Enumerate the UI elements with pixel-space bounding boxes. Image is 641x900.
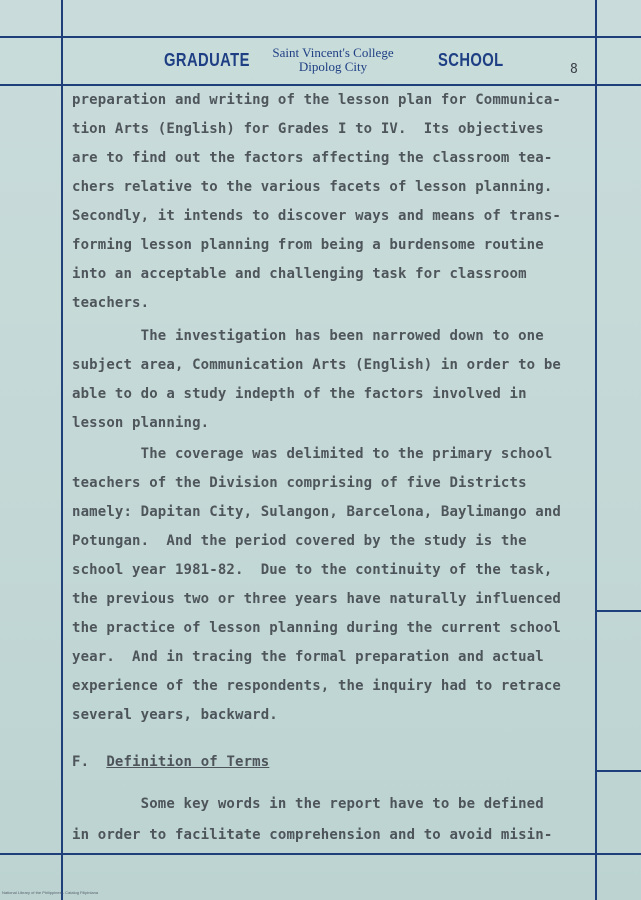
letterhead xyxy=(62,36,598,86)
right-margin-tick-2 xyxy=(595,770,641,772)
college-location: Dipolog City xyxy=(298,59,368,74)
text-line: subject area, Communication Arts (English) in order to be xyxy=(72,357,561,373)
text-line: in order to facilitate comprehension and to avoid misin- xyxy=(72,827,553,843)
graduate-label: GRADUATE xyxy=(164,50,250,70)
text-line: chers relative to the various facets of lesson planning. xyxy=(72,179,553,195)
right-margin-tick-1 xyxy=(595,610,641,612)
text-line: forming lesson planning from being a burdensome routine xyxy=(72,237,544,253)
text-line: school year 1981-82. Due to the continuity of the task, xyxy=(72,562,553,578)
archive-footer: National Library of the Philippines - Catalog Filipiniana xyxy=(2,890,99,895)
text-line: teachers of the Division comprising of five Districts xyxy=(72,475,527,491)
text-line: The investigation has been narrowed down to one xyxy=(72,328,544,344)
text-line: able to do a study indepth of the factors involved in xyxy=(72,386,527,402)
text-line: preparation and writing of the lesson plan for Communica- xyxy=(72,92,561,108)
text-line: The coverage was delimited to the primary school xyxy=(72,446,553,462)
footer-rule xyxy=(0,853,641,855)
college-name: Saint Vincent's College xyxy=(272,45,394,60)
text-line: are to find out the factors affecting the classroom tea- xyxy=(72,150,553,166)
college-block xyxy=(258,46,408,74)
school-label: SCHOOL xyxy=(438,50,504,70)
text-line: Potungan. And the period covered by the study is the xyxy=(72,533,527,549)
text-line: year. And in tracing the formal preparation and actual xyxy=(72,649,544,665)
text-line: the practice of lesson planning during the current school xyxy=(72,620,561,636)
text-line: several years, backward. xyxy=(72,707,278,723)
text-line: teachers. xyxy=(72,295,150,311)
text-line: into an acceptable and challenging task for classroom xyxy=(72,266,527,282)
text-line: Some key words in the report have to be defined xyxy=(72,796,544,812)
text-line: lesson planning. xyxy=(72,415,210,431)
section-letter: F. xyxy=(72,754,90,770)
page-number: 8 xyxy=(570,62,578,77)
right-margin-rule xyxy=(595,0,597,900)
text-line: the previous two or three years have naturally influenced xyxy=(72,591,561,607)
text-line: namely: Dapitan City, Sulangon, Barcelona, Baylimango and xyxy=(72,504,561,520)
section-title: Definition of Terms xyxy=(106,754,270,770)
text-line: Secondly, it intends to discover ways and means of trans- xyxy=(72,208,561,224)
left-margin-rule xyxy=(61,0,63,900)
text-line: tion Arts (English) for Grades I to IV. Its objectives xyxy=(72,121,544,137)
text-line: experience of the respondents, the inquiry had to retrace xyxy=(72,678,561,694)
section-heading xyxy=(72,754,269,770)
